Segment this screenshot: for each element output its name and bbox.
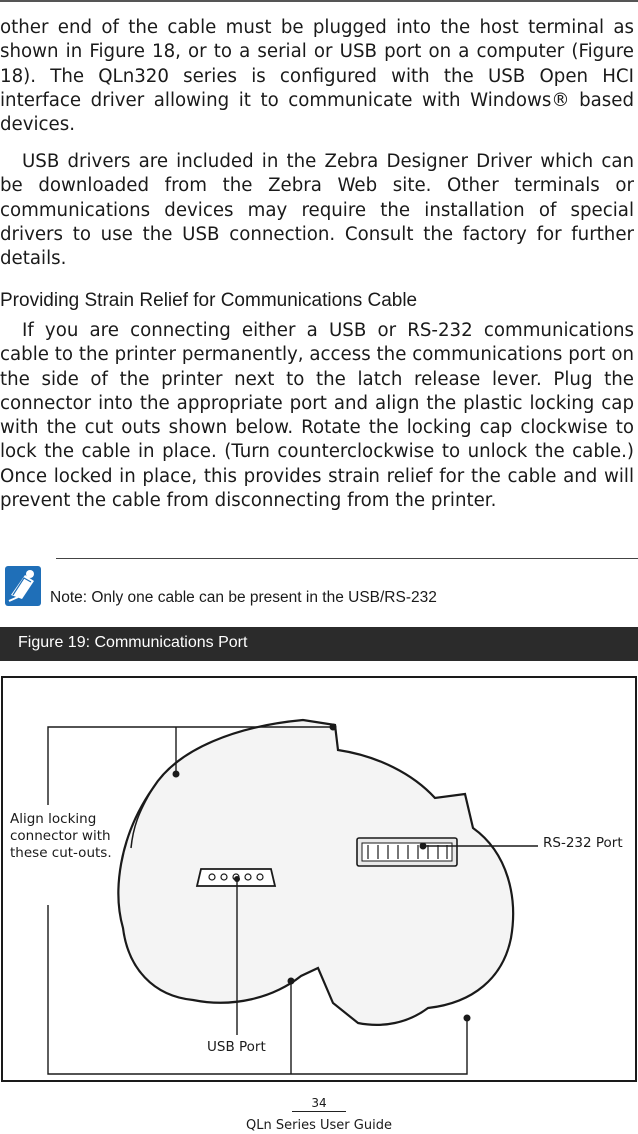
- body-paragraph-1: other end of the cable must be plugged into the host terminal as shown in Figure 18, or to a serial or USB port on a computer (Figure 18). The QLn320 series is configured with the USB Open HCI interface driver allowing it to communicate with Windows® based devices.: [0, 17, 634, 136]
- note-hand-icon: [4, 565, 42, 607]
- top-rule: [0, 0, 638, 2]
- guide-title: QLn Series User Guide: [246, 1118, 392, 1133]
- footer-rule: [292, 1111, 346, 1112]
- page-number: 34: [311, 1096, 327, 1110]
- section-heading: Providing Strain Relief for Communications Cable: [0, 290, 418, 311]
- body-paragraph-2: USB drivers are included in the Zebra Designer Driver which can be downloaded from the Zebra Web site. Other terminals or communications devices may require the installation of special drivers to use the USB connection. Consult the factory for further details.: [0, 151, 634, 270]
- figure-title-bar: [0, 627, 638, 661]
- body-paragraph-3: If you are connecting either a USB or RS-232 communications cable to the printer permanently, access the communications port on the side of the printer next to the latch release lever. Plug the connector into the appropriate port and align the plastic locking cap with the cut outs shown below. Rotate the locking cap clockwise to lock the cable in place. (Turn counterclockwise to unlock the cable.) Once locked in place, this provides strain relief for the cable and will prevent the cable from disconnecting from the printer.: [0, 320, 634, 512]
- rs232-port-label: RS-232 Port: [543, 835, 623, 851]
- port-housing-outline: [118, 720, 513, 1025]
- note-text: Note: Only one cable can be present in the USB/RS-232: [50, 589, 437, 606]
- note-divider: [56, 558, 638, 559]
- figure-title: Figure 19: Communications Port: [18, 634, 248, 651]
- usb-port-label: USB Port: [207, 1039, 266, 1055]
- port-illustration: [3, 678, 635, 1080]
- communications-port-figure: [1, 676, 637, 1082]
- align-cutouts-label: Align locking connector with these cut-outs.: [10, 811, 112, 861]
- rs232-connector: [357, 838, 457, 866]
